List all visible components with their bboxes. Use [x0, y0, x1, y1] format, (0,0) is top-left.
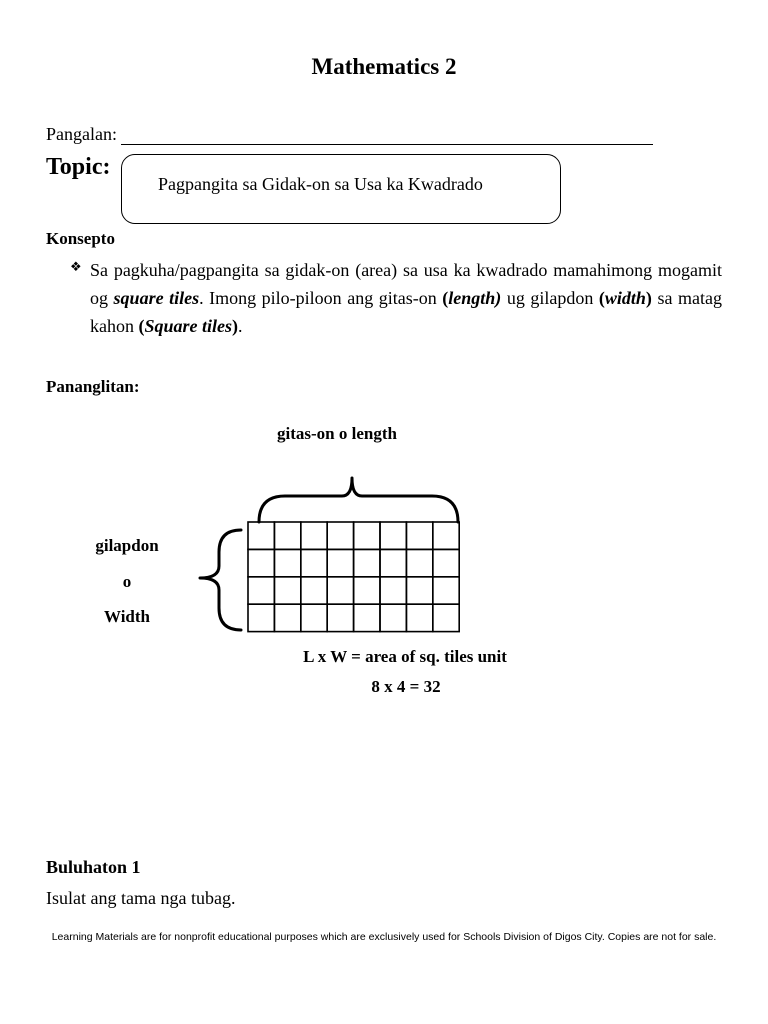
square-tile — [248, 549, 274, 576]
square-tile — [274, 577, 300, 604]
square-tile — [327, 577, 353, 604]
square-tile — [433, 549, 459, 576]
topic-label: Topic: — [46, 154, 111, 180]
square-tiles-grid — [248, 522, 459, 632]
topic-text: Pagpangita sa Gidak-on sa Usa ka Kwadrado — [158, 174, 483, 194]
square-tile — [406, 604, 432, 631]
konsepto-run: ug gilapdon — [501, 288, 599, 308]
square-tile — [406, 522, 432, 549]
konsepto-run: sa matag kahon — [90, 288, 722, 336]
width-label-width: Width — [104, 607, 150, 626]
konsepto-run: square tiles — [113, 288, 200, 308]
square-tile — [354, 577, 380, 604]
square-tile — [301, 604, 327, 631]
konsepto-heading: Konsepto — [46, 229, 115, 248]
area-computation: 8 x 4 = 32 — [371, 677, 441, 696]
buluhaton-instruction: Isulat ang tama nga tubag. — [46, 888, 236, 908]
square-tile — [248, 604, 274, 631]
pananglitan-heading: Pananglitan: — [46, 377, 140, 396]
square-tile — [327, 522, 353, 549]
square-tile — [354, 604, 380, 631]
square-tile — [274, 522, 300, 549]
square-tile — [380, 577, 406, 604]
buluhaton-heading: Buluhaton 1 — [46, 857, 141, 877]
konsepto-run: Sa pagkuha/pagpangita sa gidak-on (area) sa usa ka kwadrado mamahimong mogamit og — [90, 260, 722, 308]
square-tile — [406, 577, 432, 604]
diamond-bullet-icon: ❖ — [70, 259, 82, 274]
square-tile — [354, 549, 380, 576]
square-tile — [380, 549, 406, 576]
square-tile — [406, 549, 432, 576]
konsepto-run: length) — [448, 288, 502, 308]
konsepto-run: Square tiles — [144, 316, 233, 336]
square-tile — [380, 522, 406, 549]
konsepto-run: . — [238, 316, 243, 336]
length-label: gitas-on o length — [277, 424, 397, 443]
page-title: Mathematics 2 — [311, 54, 457, 79]
square-tile — [327, 549, 353, 576]
square-tile — [354, 522, 380, 549]
square-tile — [380, 604, 406, 631]
area-formula: L x W = area of sq. tiles unit — [303, 647, 507, 666]
square-tile — [301, 549, 327, 576]
square-tile — [301, 522, 327, 549]
square-tile — [433, 522, 459, 549]
square-tile — [301, 577, 327, 604]
konsepto-run: width — [604, 288, 646, 308]
square-tile — [433, 577, 459, 604]
square-tile — [274, 604, 300, 631]
konsepto-run: ( — [598, 288, 605, 308]
width-label-gilapdon: gilapdon — [95, 536, 159, 555]
footer-note: Learning Materials are for nonprofit educational purposes which are exclusively used for Schools Division of Digos City. Copies are not for sale. — [51, 931, 717, 943]
square-tile — [274, 549, 300, 576]
konsepto-run: ) — [645, 288, 652, 308]
square-tile — [248, 522, 274, 549]
width-label-o: o — [122, 572, 132, 591]
length-brace — [259, 478, 458, 522]
square-tile — [248, 577, 274, 604]
konsepto-run: ( — [138, 316, 145, 336]
konsepto-run: . Imong pilo-piloon ang gitas-on — [199, 288, 443, 308]
square-tile — [433, 604, 459, 631]
konsepto-run: ( — [442, 288, 449, 308]
square-tile — [327, 604, 353, 631]
name-label: Pangalan: — [46, 124, 117, 144]
width-brace — [200, 530, 241, 630]
konsepto-run: ) — [232, 316, 239, 336]
